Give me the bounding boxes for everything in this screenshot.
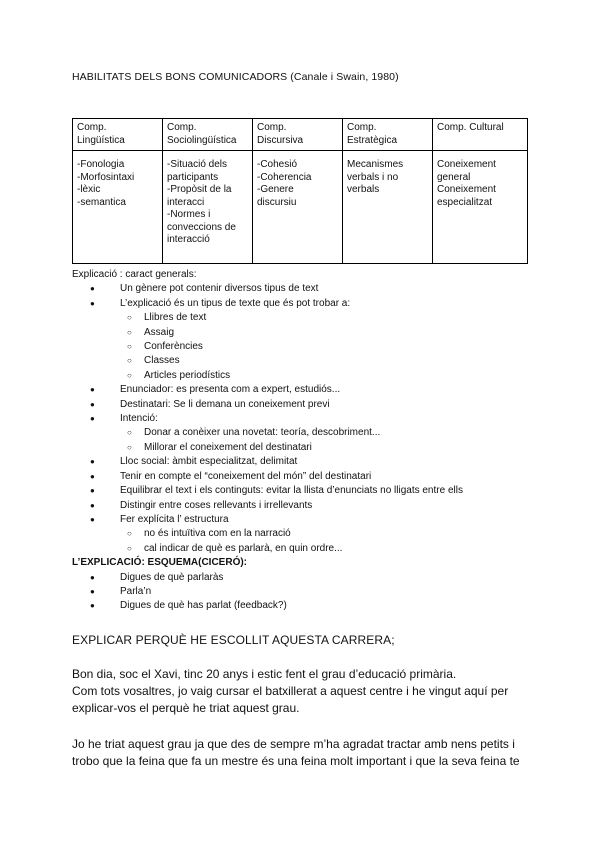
explanation-list xyxy=(72,282,542,556)
list-item: ● Un gènere pot contenir diversos tipus de text xyxy=(72,282,542,296)
competences-table xyxy=(72,118,528,264)
list-item: ● Distingir entre coses rellevants i irrellevants xyxy=(72,499,542,513)
sub-list-item: ○ Donar a conèixer una novetat: teoría, descobriment... xyxy=(72,426,542,440)
list-item: ● Intenció: xyxy=(72,412,542,426)
schema-heading: L’EXPLICACIÓ: ESQUEMA(CICERÓ): xyxy=(72,557,248,569)
sub-list-item: ○ Assaig xyxy=(72,326,542,340)
sub-list-item: ○ Llibres de text xyxy=(72,311,542,325)
table-row xyxy=(73,151,528,264)
sub-list-item: ○ no és intuïtiva com en la narració xyxy=(72,527,542,541)
sub-list-item: ○ cal indicar de què es parlarà, en quin ordre... xyxy=(72,542,542,556)
list-item: ● Enunciador: es presenta com a expert, estudiós... xyxy=(72,383,542,397)
explanation-section xyxy=(72,268,542,614)
sub-list-item: ○ Conferències xyxy=(72,340,542,354)
explanation-heading: Explicació : caract generals: xyxy=(72,269,197,280)
list-item: ● Destinatari: Se li demana un coneixement previ xyxy=(72,398,542,412)
sub-list-item: ○ Millorar el coneixement del destinatari xyxy=(72,441,542,455)
table-header-cell: Comp. Estratègica xyxy=(343,119,433,151)
list-item: ● Parla’n xyxy=(72,585,542,599)
table-cell: -Cohesió -Coherencia -Genere discursiu xyxy=(253,151,343,264)
list-item: ● Lloc social: àmbit especialitzat, delimitat xyxy=(72,455,542,469)
document-title: HABILITATS DELS BONS COMUNICADORS (Canale i Swain, 1980) xyxy=(72,71,399,83)
table-header-cell: Comp. Discursiva xyxy=(253,119,343,151)
paragraph: Jo he triat aquest grau ja que des de sempre m’ha agradat tractar amb nens petits i trobo que la feina que fa un mestre és una feina molt important i que la seva feina te xyxy=(72,737,520,769)
table-cell: -Fonologia -Morfosintaxi -lèxic -semantica xyxy=(73,151,163,264)
section-subtitle: EXPLICAR PERQUÈ HE ESCOLLIT AQUESTA CARRERA; xyxy=(72,633,395,647)
schema-list xyxy=(72,571,542,614)
table-cell: Coneixement general Coneixement especialitzat xyxy=(433,151,528,264)
sub-list-item: ○ Articles periodístics xyxy=(72,369,542,383)
list-item: ● Digues de què parlaràs xyxy=(72,571,542,585)
table-header-row xyxy=(73,119,528,151)
table-cell: -Situació dels participants -Propòsit de la interacci -Normes i conveccions de interacció xyxy=(163,151,253,264)
table-header-cell: Comp. Lingüística xyxy=(73,119,163,151)
table-header-cell: Comp. Cultural xyxy=(433,119,528,151)
list-item: ● L’explicació és un tipus de texte que és pot trobar a: xyxy=(72,297,542,311)
sub-list-item: ○ Classes xyxy=(72,354,542,368)
list-item: ● Equilibrar el text i els continguts: evitar la llista d’enunciats no lligats entre ells xyxy=(72,484,542,498)
table-header-cell: Comp. Sociolingüística xyxy=(163,119,253,151)
list-item: ● Fer explícita l’ estructura xyxy=(72,513,542,527)
list-item: ● Digues de què has parlat (feedback?) xyxy=(72,599,542,613)
paragraph: Bon dia, soc el Xavi, tinc 20 anys i estic fent el grau d’educació primària. Com tots vosaltres, jo vaig cursar el batxillerat a aquest centre i he vingut aquí per explicar-vos el perquè he triat aquest grau. xyxy=(72,667,509,716)
table-cell: Mecanismes verbals i no verbals xyxy=(343,151,433,264)
list-item: ● Tenir en compte el “coneixement del món” del destinatari xyxy=(72,470,542,484)
